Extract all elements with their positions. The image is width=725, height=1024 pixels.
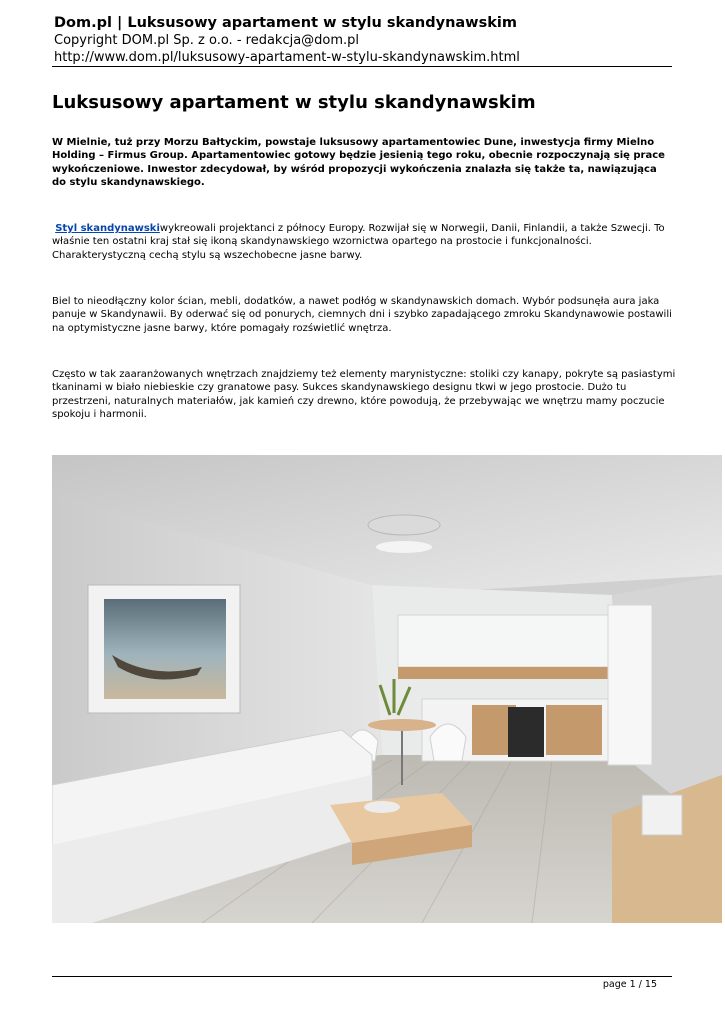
page-number: page 1 / 15 <box>602 979 657 990</box>
header-divider <box>52 66 672 67</box>
paragraph-1 <box>52 222 677 262</box>
paragraph-3: Często w tak zaaranżowanych wnętrzach znajdziemy też elementy marynistyczne: stoliki czy kanapy, pokryte są pasiastymi tkaninami w biało niebieskie czy granatowe pasy. Sukces skandynawskiego designu tkwi w jego prostocie. Dużo tu przestrzeni, naturalnych materiałów, jak kamień czy drewno, które powodują, że przebywając we wnętrzu mamy poczucie spokoju i harmonii. <box>52 369 676 420</box>
footer-divider <box>52 976 672 977</box>
article-title: Luksusowy apartament w stylu skandynawskim <box>52 92 536 113</box>
paragraph-2: Biel to nieodłączny kolor ścian, mebli, dodatków, a nawet podłóg w skandynawskich domach. Wybór podsunęła aura jaka panuje w Skandynawii. By oderwać się od ponurych, ciemnych dni i szybko zapadającego zmroku Skandynawowie postawili na optymistyczne jasne barwy, które pomagały rozświetlić wnętrza. <box>52 296 672 334</box>
styl-skandynawski-link[interactable]: Styl skandynawski <box>55 223 160 234</box>
source-url: http://www.dom.pl/luksusowy-apartament-w-stylu-skandynawskim.html <box>54 50 520 65</box>
copyright-line: Copyright DOM.pl Sp. z o.o. - redakcja@dom.pl <box>54 33 360 48</box>
document-header <box>54 14 674 66</box>
article-lead: W Mielnie, tuż przy Morzu Bałtyckim, powstaje luksusowy apartamentowiec Dune, inwestycja firmy Mielno Holding – Firmus Group. Apartamentowiec gotowy będzie jesienią tego roku, obecnie rozpoczynają się prace wykończeniowe. Inwestor zdecydował, by wśród propozycji wykończenia znalazła się także ta, nawiązująca do stylu skandynawskiego. <box>52 137 665 188</box>
paragraph-1-text: wykreowali projektanci z północy Europy. Rozwijał się w Norwegii, Danii, Finlandii, a także Szwecji. To właśnie ten ostatni kraj stał się ikoną skandynawskiego wzornictwa opartego na prostocie i funkcjonalności. Charakterystyczną cechą stylu są wszechobecne jasne barwy. <box>52 223 665 261</box>
apartment-interior-photo <box>52 455 722 923</box>
site-title: Dom.pl | Luksusowy apartament w stylu skandynawskim <box>54 15 517 31</box>
